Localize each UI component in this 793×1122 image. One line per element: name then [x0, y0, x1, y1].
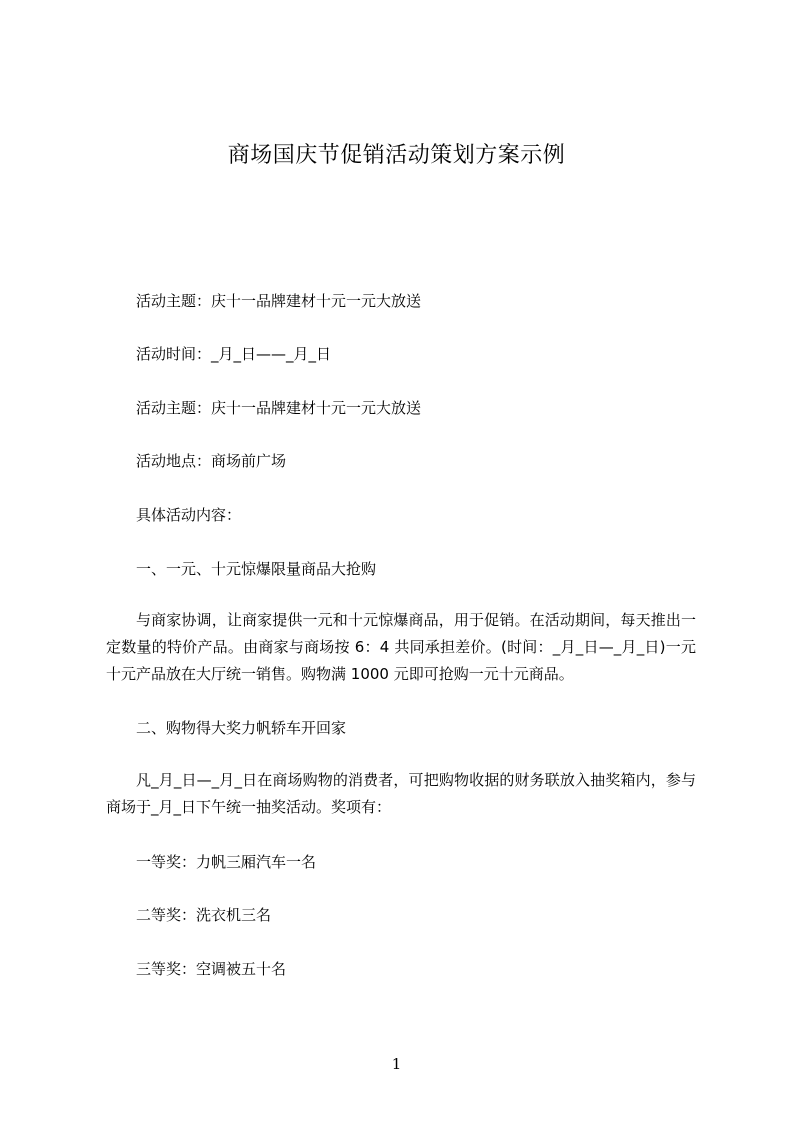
- theme-line-2: 活动主题：庆十一品牌建材十元一元大放送: [136, 399, 422, 417]
- location-line: 活动地点：商场前广场: [136, 452, 287, 470]
- prize-2-line: 二等奖：洗衣机三名: [136, 906, 272, 924]
- section-1-body: 与商家协调，让商家提供一元和十元惊爆商品，用于促销。在活动期间，每天推出一定数量的特价产品。由商家与商场按 6：4 共同承担差价。(时间：_月_日—_月_日)一元十元产品放在大厅统一销售。购物满 1000 元即可抢购一元十元商品。: [106, 611, 696, 683]
- prize-1-line: 一等奖：力帆三厢汽车一名: [136, 853, 317, 871]
- section-2-heading: 二、购物得大奖力帆轿车开回家: [136, 719, 347, 737]
- document-title: 商场国庆节促销活动策划方案示例: [227, 143, 566, 168]
- section-2-body: 凡_月_日—_月_日在商场购物的消费者，可把购物收据的财务联放入抽奖箱内，参与商场于_月_日下午统一抽奖活动。奖项有：: [106, 771, 696, 816]
- page-number: 1: [391, 1055, 402, 1073]
- time-line: 活动时间：_月_日——_月_日: [136, 345, 332, 363]
- prize-3-line: 三等奖：空调被五十名: [136, 960, 287, 978]
- section-1-heading: 一、一元、十元惊爆限量商品大抢购: [136, 560, 377, 578]
- content-heading: 具体活动内容：: [136, 506, 242, 524]
- theme-line-1: 活动主题：庆十一品牌建材十元一元大放送: [136, 292, 422, 310]
